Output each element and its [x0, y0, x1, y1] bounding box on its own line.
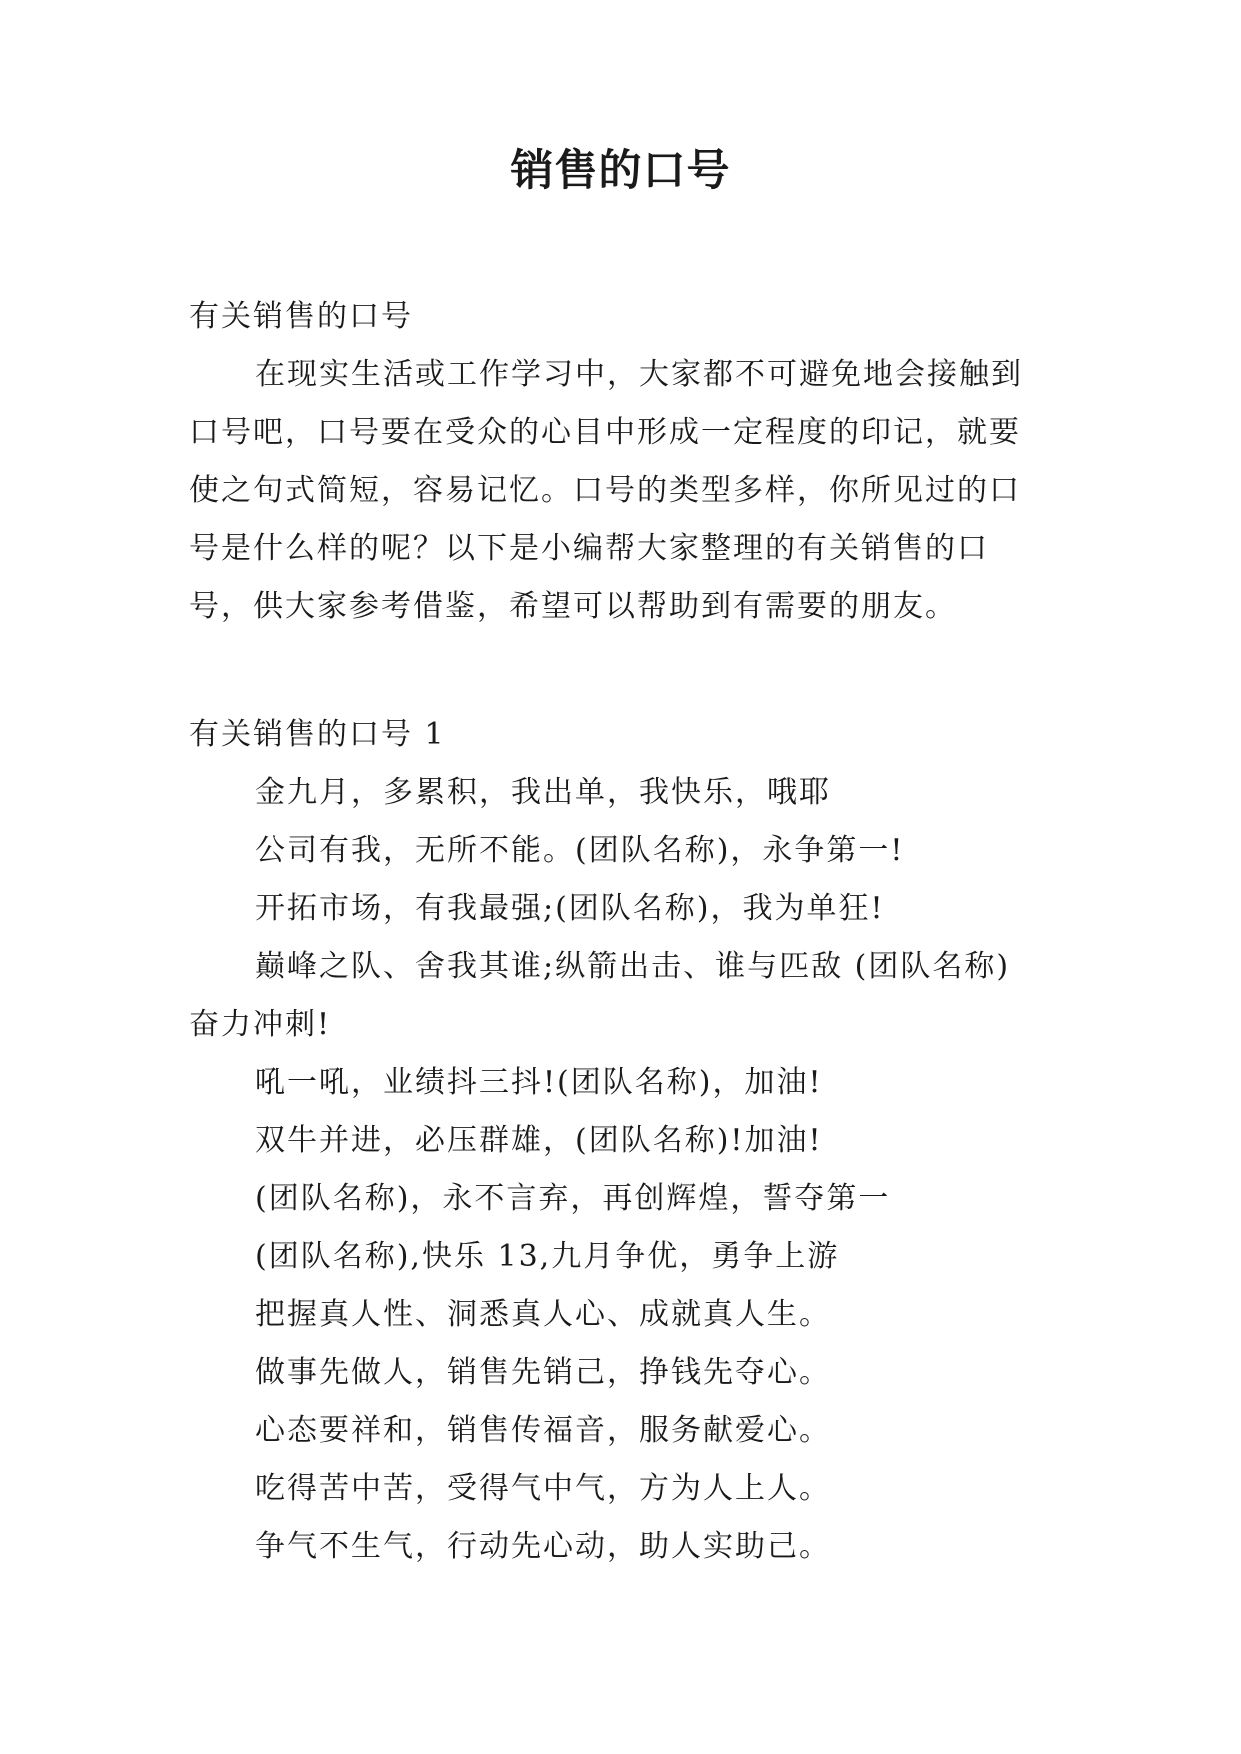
intro-line: 口号吧，口号要在受众的心目中形成一定程度的印记，就要	[189, 415, 1021, 450]
document-title: 销售的口号	[510, 146, 731, 196]
slogan-line: 开拓市场，有我最强;(团队名称)，我为单狂!	[255, 891, 885, 926]
slogan-line: 心态要祥和，销售传福音，服务献爱心。	[255, 1413, 831, 1448]
slogan-line: 争气不生气，行动先心动，助人实助己。	[255, 1529, 831, 1564]
slogan-line: 巅峰之队、舍我其谁;纵箭出击、谁与匹敌 (团队名称)	[255, 949, 1011, 984]
spacer	[189, 636, 1069, 706]
intro-line: 号，供大家参考借鉴，希望可以帮助到有需要的朋友。	[189, 589, 957, 624]
slogan-line: 公司有我，无所不能。(团队名称)，永争第一!	[255, 833, 905, 868]
document-body	[189, 288, 1069, 1576]
slogan-line-continued: 奋力冲刺!	[189, 1007, 332, 1042]
slogan-line: 吃得苦中苦，受得气中气，方为人上人。	[255, 1471, 831, 1506]
slogan-line: 双牛并进，必压群雄，(团队名称)!加油!	[255, 1123, 823, 1158]
slogan-line: 把握真人性、洞悉真人心、成就真人生。	[255, 1297, 831, 1332]
section-heading: 有关销售的口号 1	[189, 717, 446, 752]
intro-line: 使之句式简短，容易记忆。口号的类型多样，你所见过的口	[189, 473, 1021, 508]
slogan-line: (团队名称),快乐 13,九月争优，勇争上游	[255, 1239, 840, 1274]
slogan-line: 金九月，多累积，我出单，我快乐，哦耶	[255, 775, 831, 810]
slogan-line: 吼一吼，业绩抖三抖!(团队名称)，加油!	[255, 1065, 823, 1100]
intro-line: 在现实生活或工作学习中，大家都不可避免地会接触到	[255, 357, 1023, 392]
slogan-line: (团队名称)，永不言弃，再创辉煌，誓夺第一	[255, 1181, 891, 1216]
section-heading: 有关销售的口号	[189, 299, 413, 334]
intro-line: 号是什么样的呢？以下是小编帮大家整理的有关销售的口	[189, 531, 989, 566]
slogan-line: 做事先做人，销售先销己，挣钱先夺心。	[255, 1355, 831, 1390]
